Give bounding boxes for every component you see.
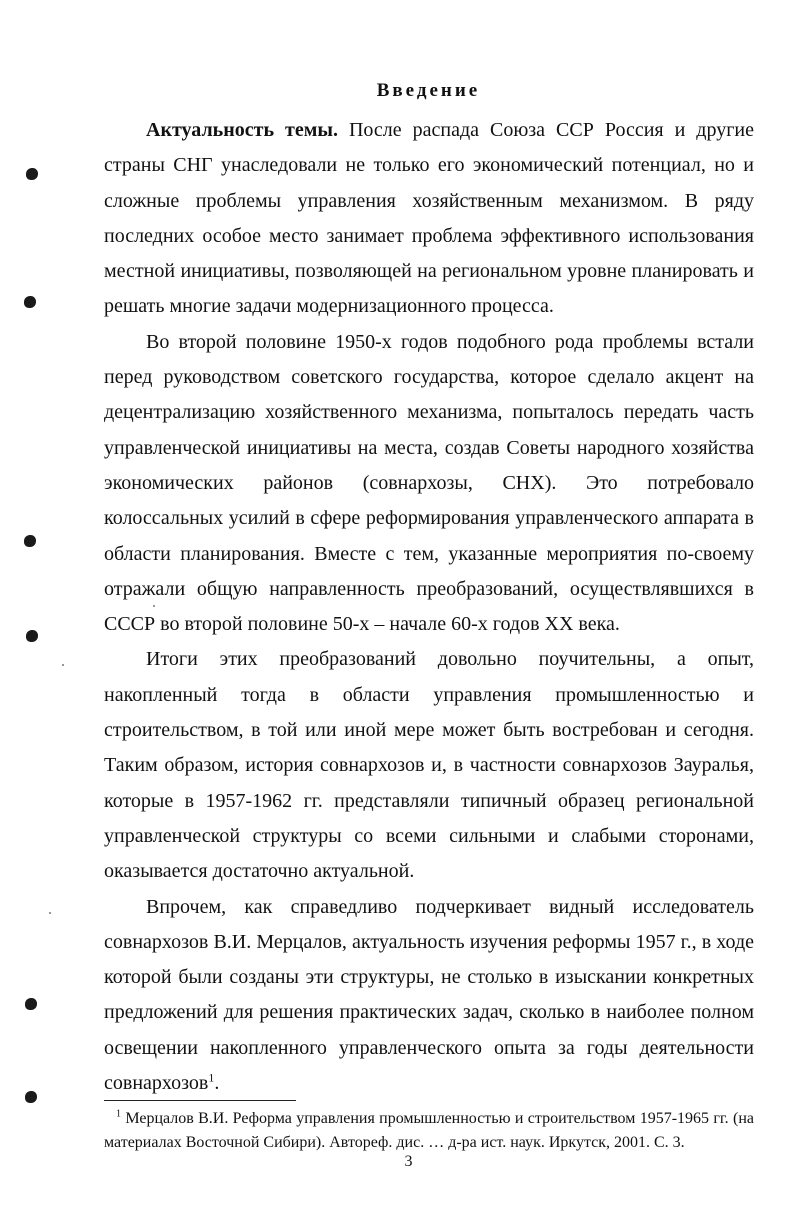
paragraph-text: Впрочем, как справедливо подчеркивает видный исследователь совнархозов В.И. Мерцалов, актуальность изучения реформы 1957 г., в ходе которой были созданы эти структуры, не столько в изыскании конкретных предложений для решения практических задач, сколько в наиболее полном освещении накопленного управленческого опыта за годы деятельности совнархозов	[104, 895, 754, 1095]
scan-speck	[62, 664, 64, 666]
footnote-reference[interactable]: 1	[208, 1070, 215, 1085]
binder-hole-mark	[26, 168, 38, 180]
binder-hole-mark	[25, 998, 37, 1010]
paragraph-mertsalov	[104, 890, 754, 1102]
binder-hole-mark	[24, 296, 36, 308]
paragraph-results: Итоги этих преобразований довольно поучительны, а опыт, накопленный тогда в области управления промышленностью и строительством, в той или иной мере может быть востребован и сегодня. Таким образом, история совнархозов и, в частности совнархозов Зауралья, которые в 1957-1962 гг. представляли типичный образец региональной управленческой структуры со всеми сильными и слабыми сторонами, оказывается достаточно актуальной.	[104, 648, 754, 883]
binder-hole-mark	[24, 535, 36, 547]
section-title: Введение	[376, 80, 481, 101]
paragraph-text: После распада Союза ССР Россия и другие страны СНГ унаследовали не только его экономический потенциал, но и сложные проблемы управления хозяйственным механизмом. В ряду последних особое место занимает проблема эффективного использования местной инициативы, позволяющей на региональном уровне планировать и решать многие задачи модернизационного процесса.	[104, 119, 754, 318]
paragraph-relevance	[104, 113, 754, 325]
footnote	[104, 1107, 754, 1155]
footnote-mark: 1	[116, 1108, 121, 1120]
binder-hole-mark	[25, 1091, 37, 1103]
page-number: 3	[404, 1153, 413, 1170]
paragraph-tail: .	[214, 1072, 220, 1095]
scan-speck	[49, 912, 51, 914]
footnote-text: Мерцалов В.И. Реформа управления промышленностью и строительством 1957-1965 гг. (на материалах Восточной Сибири). Автореф. дис. … д-ра ист. наук. Иркутск, 2001. С. 3.	[104, 1110, 754, 1151]
paragraph-lead-bold: Актуальность темы.	[146, 119, 338, 141]
footnote-separator	[104, 1100, 296, 1101]
paragraph-history: Во второй половине 1950-х годов подобного рода проблемы встали перед руководством советского государства, которое сделало акцент на децентрализацию хозяйственного механизма, попыталось передать часть управленческой инициативы на места, создав Советы народного хозяйства экономических районов (совнархозы, СНХ). Это потребовало колоссальных усилий в сфере реформирования управленческого аппарата в области планирования. Вместе с тем, указанные мероприятия по-своему отражали общую направленность преобразований, осуществлявшихся в СССР во второй половине 50-х – начале 60-х годов XX века.	[104, 330, 754, 636]
binder-hole-mark	[26, 630, 38, 642]
body-text	[104, 113, 754, 1101]
